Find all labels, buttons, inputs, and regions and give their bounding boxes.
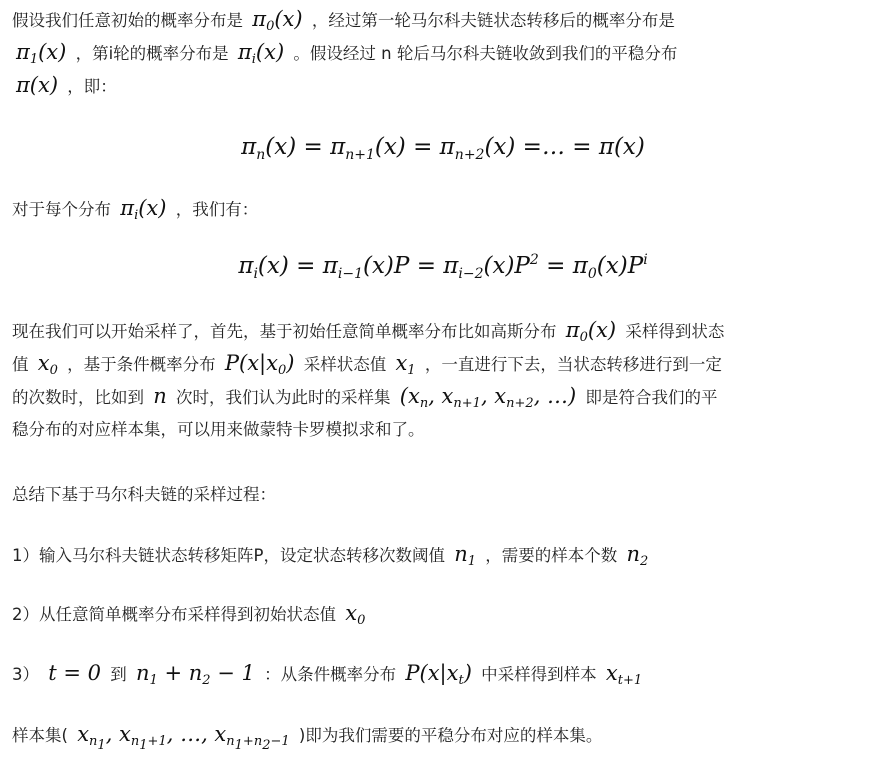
summary-title: 总结下基于马尔科夫链的采样过程：: [12, 485, 276, 504]
final-line: [12, 718, 602, 751]
math-n2: $n_2$: [626, 542, 649, 569]
sampling-text-10: 稳分布的对应样本集，可以用来做蒙特卡罗模拟求和了。: [12, 420, 425, 439]
equation-stationary: $\pi_n(x) = \pi_{n+1}(x) = \pi_{n+2}(x)$ =… = π(x): [241, 134, 645, 163]
math-pi1: $\pi_1(x)$: [16, 40, 67, 67]
final-text-2: )即为我们需要的平稳分布对应的样本集。: [298, 726, 603, 745]
math-x0: $x_0$: [37, 351, 58, 378]
math-t0: t = 0: [48, 661, 101, 685]
math-sample-seq: ($x_n$, $x_{n+1}$, $x_{n+2}$, …): [399, 384, 577, 411]
math-x0-2: $x_0$: [345, 601, 366, 628]
sampling-text-6: ，一直进行下去，当状态转移进行到一定: [424, 355, 722, 374]
each-paragraph: [12, 192, 258, 225]
final-text-1: 样本集(: [12, 726, 68, 745]
sampling-paragraph: [12, 314, 724, 446]
step3-text-3: ：从条件概率分布: [264, 665, 397, 684]
step-1: [12, 538, 652, 571]
step3-text-2: 到: [110, 665, 127, 684]
sampling-text-9: 即是符合我们的平: [585, 388, 718, 407]
math-pii-2: $\pi_i(x)$: [120, 196, 167, 223]
intro-text-3: ，第i轮的概率分布是: [75, 44, 229, 63]
step-2: [12, 597, 369, 630]
sampling-text-8: 次时，我们认为此时的采样集: [176, 388, 391, 407]
sampling-text-3: 值: [12, 355, 29, 374]
math-x1: $x_1$: [395, 351, 416, 378]
sampling-text-5: 采样状态值: [303, 355, 387, 374]
math-xt1: $x_{t+1}$: [605, 661, 643, 688]
step1-text-1: 1）输入马尔科夫链状态转移矩阵P，设定状态转移次数阈值: [12, 546, 445, 565]
step2-text-1: 2）从任意简单概率分布采样得到初始状态值: [12, 605, 336, 624]
sampling-text-2: 采样得到状态: [625, 322, 725, 341]
math-pxxt: $P(x|x_t)$: [405, 661, 472, 688]
math-pii: $\pi_i(x)$: [237, 40, 285, 67]
equation-transition: $\pi_i(x) = \pi_{i-1}(x)P = \pi_{i-2}(x)P^2 = \pi_0(x)P^i$: [238, 252, 648, 282]
intro-text-5: ，即：: [67, 77, 117, 96]
sampling-text-4: ，基于条件概率分布: [67, 355, 216, 374]
each-text-1: 对于每个分布: [12, 200, 111, 219]
math-final-seq: $x_{n_1}$, $x_{n_1+1}$, …, $x_{n_1+n_2-1}$: [77, 722, 290, 753]
intro-paragraph: [12, 3, 677, 102]
step1-text-2: ，需要的样本个数: [485, 546, 618, 565]
intro-text-2: ，经过第一轮马尔科夫链状态转移后的概率分布是: [311, 11, 675, 30]
math-n: n: [153, 384, 167, 408]
math-pi0-2: $\pi_0(x)$: [565, 318, 617, 345]
math-pi: π(x): [16, 73, 59, 97]
step-3: [12, 657, 646, 690]
intro-text-4: 。假设经过 n 轮后马尔科夫链收敛到我们的平稳分布: [293, 44, 678, 63]
math-pxx0: $P(x|x_0)$: [224, 351, 295, 378]
sampling-text-7: 的次数时，比如到: [12, 388, 144, 407]
math-n1n2: $n_1 + n_2 - 1$: [136, 661, 255, 688]
step3-text-1: 3）: [12, 665, 39, 684]
math-pi0: $\pi_0(x)$: [252, 7, 303, 34]
step3-text-4: 中采样得到样本: [481, 665, 597, 684]
sampling-text-1: 现在我们可以开始采样了，首先，基于初始任意简单概率分布比如高斯分布: [12, 322, 557, 341]
each-text-2: ，我们有：: [175, 200, 259, 219]
intro-text-1: 假设我们任意初始的概率分布是: [12, 11, 243, 30]
math-n1: $n_1$: [454, 542, 477, 569]
